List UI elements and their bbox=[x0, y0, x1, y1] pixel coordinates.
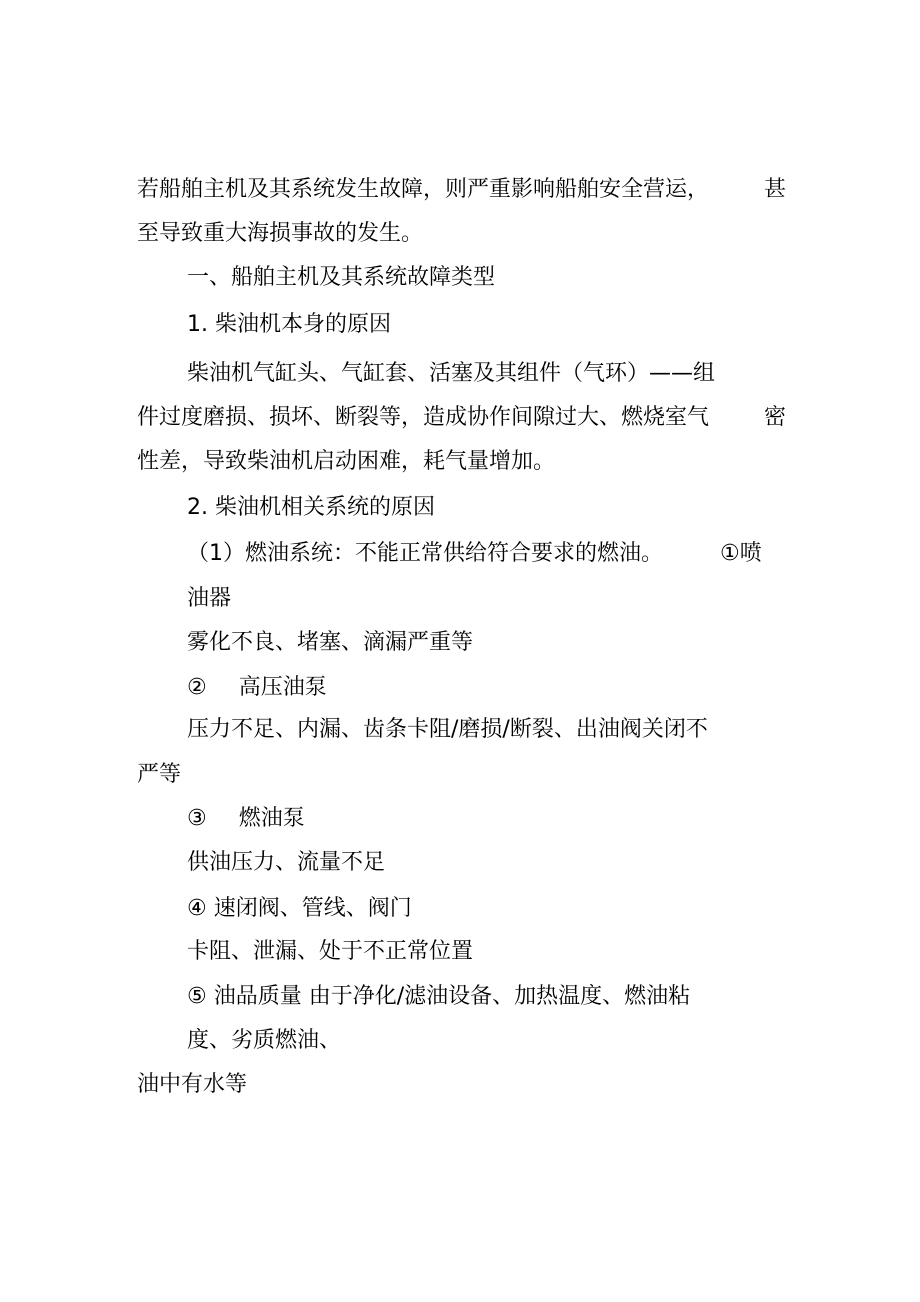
text: ①喷 bbox=[720, 541, 762, 566]
text: 柴油机气缸头、气缸套、活塞及其组件（气环）——组 bbox=[187, 361, 716, 386]
text: ④ 速闭阀、管线、阀门 bbox=[187, 896, 412, 921]
text: ⑤ 油品质量 由于净化/滤油设备、加热温度、燃油粘 bbox=[187, 984, 691, 1009]
paragraph-line bbox=[187, 717, 708, 743]
text: 1. 柴油机本身的原因 bbox=[187, 312, 391, 337]
item-label: 高压油泵 bbox=[238, 675, 327, 700]
text: 若船舶主机及其系统发生故障，则严重影响船舶安全营运， bbox=[137, 177, 710, 202]
text: 严等 bbox=[137, 762, 182, 787]
list-item bbox=[187, 806, 305, 832]
paragraph-line bbox=[187, 939, 473, 965]
text: 雾化不良、堵塞、滴漏严重等 bbox=[187, 630, 474, 655]
paragraph-line bbox=[137, 405, 709, 431]
section-heading bbox=[187, 265, 495, 291]
subsection-heading bbox=[187, 312, 391, 338]
paragraph-line bbox=[720, 541, 762, 567]
paragraph-line bbox=[187, 361, 715, 387]
text: 件过度磨损、损坏、断裂等，造成协作间隙过大、燃烧室气 bbox=[137, 405, 710, 430]
subsection-heading bbox=[187, 495, 435, 521]
paragraph-line bbox=[137, 449, 555, 475]
paragraph-line bbox=[187, 586, 231, 612]
paragraph-line bbox=[187, 541, 663, 567]
text: 至导致重大海损事故的发生。 bbox=[137, 221, 424, 246]
paragraph-line bbox=[187, 850, 385, 876]
paragraph-line bbox=[137, 221, 423, 247]
text: 油中有水等 bbox=[137, 1072, 248, 1097]
text: （1）燃油系统：不能正常供给符合要求的燃油。 bbox=[187, 541, 663, 566]
text: 性差，导致柴油机启动困难，耗气量增加。 bbox=[137, 449, 556, 474]
item-number: ② bbox=[187, 675, 207, 700]
paragraph-line bbox=[137, 1072, 247, 1098]
paragraph-line bbox=[764, 405, 786, 431]
list-item bbox=[187, 984, 690, 1010]
text: 甚 bbox=[764, 177, 787, 202]
list-item bbox=[187, 675, 327, 701]
paragraph-line bbox=[137, 177, 709, 203]
paragraph-line bbox=[137, 762, 181, 788]
item-number: ③ bbox=[187, 806, 207, 831]
text: 密 bbox=[764, 405, 787, 430]
text: 一、船舶主机及其系统故障类型 bbox=[187, 265, 496, 290]
paragraph-line bbox=[187, 630, 473, 656]
text: 度、劣质燃油、 bbox=[187, 1028, 342, 1053]
paragraph-line bbox=[187, 1028, 341, 1054]
text: 压力不足、内漏、齿条卡阻/磨损/断裂、出油阀关闭不 bbox=[187, 717, 708, 742]
item-label: 燃油泵 bbox=[238, 806, 305, 831]
text: 2. 柴油机相关系统的原因 bbox=[187, 495, 435, 520]
text: 供油压力、流量不足 bbox=[187, 850, 386, 875]
text: 卡阻、泄漏、处于不正常位置 bbox=[187, 939, 474, 964]
paragraph-line bbox=[764, 177, 786, 203]
text: 油器 bbox=[187, 586, 232, 611]
list-item bbox=[187, 896, 412, 922]
